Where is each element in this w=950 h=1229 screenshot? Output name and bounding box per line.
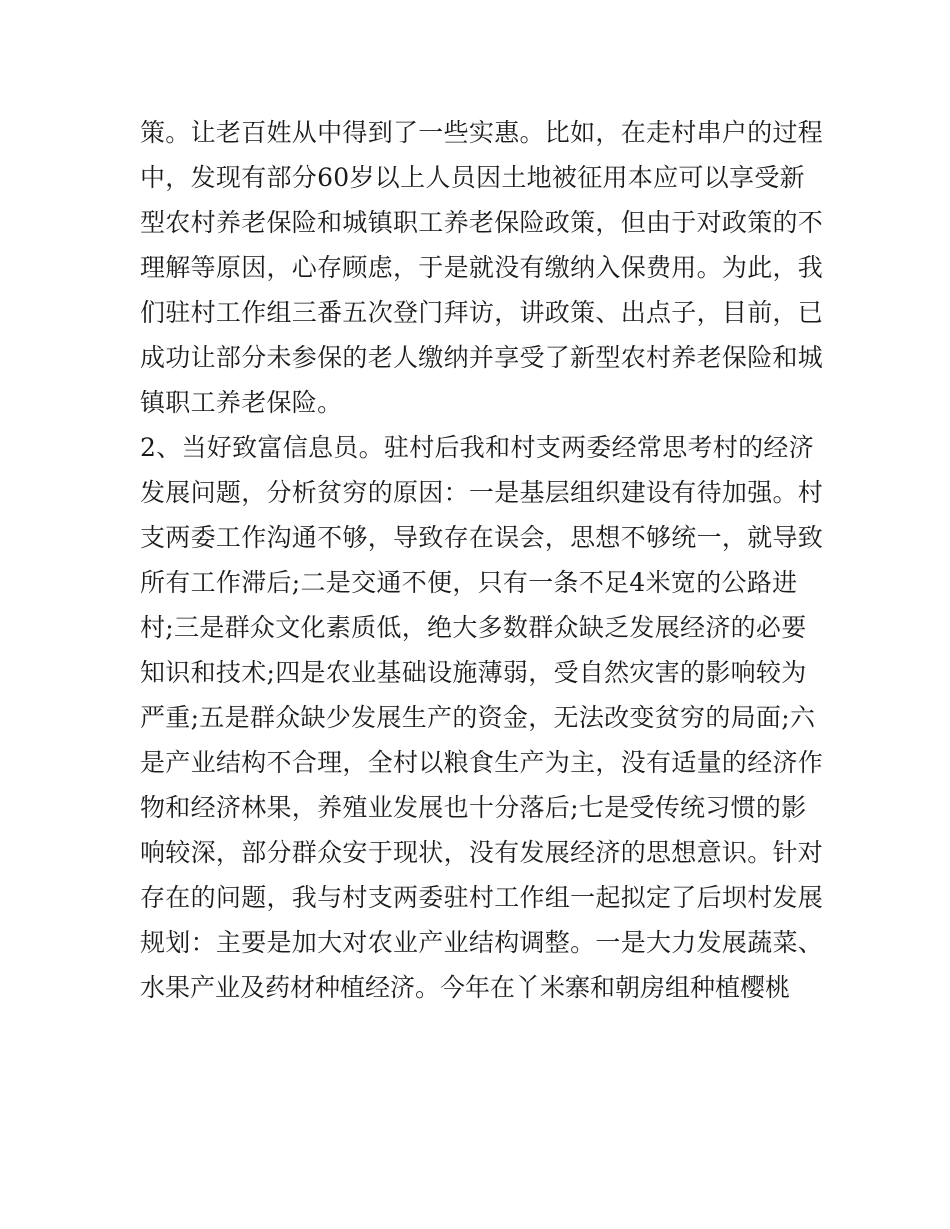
text-line: 2、当好致富信息员。驻村后我和村支两委经常思考村的经济: [140, 433, 815, 462]
text-line: 镇职工养老保险。: [140, 388, 343, 417]
text-line: 所有工作滞后;二是交通不便，只有一条不足4米宽的公路进: [140, 568, 798, 597]
text-line: 知识和技术;四是农业基础设施薄弱，受自然灾害的影响较为: [140, 658, 807, 687]
text-line: 水果产业及药材种植经济。今年在丫米寨和朝房组种植樱桃: [140, 973, 791, 1002]
text-line: 是产业结构不合理，全村以粮食生产为主，没有适量的经济作: [140, 748, 824, 777]
text-line: 严重;五是群众缺少发展生产的资金，无法改变贫穷的局面;六: [140, 703, 816, 732]
text-line: 理解等原因，心存顾虑，于是就没有缴纳入保费用。为此，我: [140, 253, 824, 282]
text-line: 支两委工作沟通不够，导致存在误会，思想不够统一，就导致: [140, 523, 824, 552]
text-line: 村;三是群众文化素质低，绝大多数群众缺乏发展经济的必要: [140, 613, 807, 642]
body-text: [140, 110, 830, 1010]
text-line: 型农村养老保险和城镇职工养老保险政策，但由于对政策的不: [140, 208, 824, 237]
text-line: 存在的问题，我与村支两委驻村工作组一起拟定了后坝村发展: [140, 883, 824, 912]
text-line: 规划：主要是加大对农业产业结构调整。一是大力发展蔬菜、: [140, 928, 824, 957]
text-line: 响较深，部分群众安于现状，没有发展经济的思想意识。针对: [140, 838, 824, 867]
text-line: 物和经济林果，养殖业发展也十分落后;七是受传统习惯的影: [140, 793, 807, 822]
text-line: 们驻村工作组三番五次登门拜访，讲政策、出点子，目前，已: [140, 298, 824, 327]
text-line: 策。让老百姓从中得到了一些实惠。比如，在走村串户的过程: [140, 118, 824, 147]
text-line: 中，发现有部分60岁以上人员因土地被征用本应可以享受新: [140, 163, 805, 192]
text-line: 发展问题，分析贫穷的原因：一是基层组织建设有待加强。村: [140, 478, 824, 507]
text-line: 成功让部分未参保的老人缴纳并享受了新型农村养老保险和城: [140, 343, 824, 372]
